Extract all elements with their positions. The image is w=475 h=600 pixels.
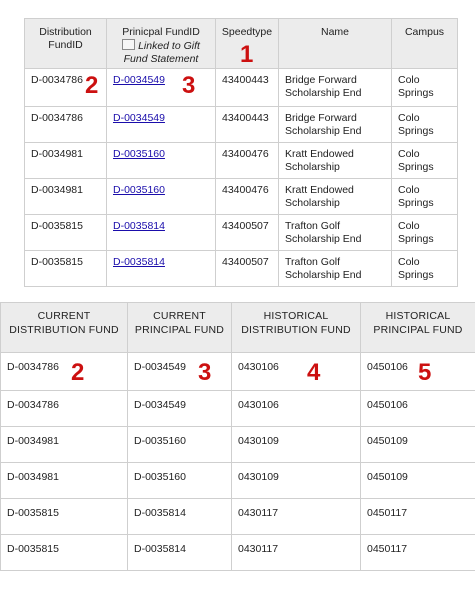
header-historical-principal-fund: HISTORICAL PRINCIPAL FUND <box>361 303 475 353</box>
historical-principal-cell: 0450109 <box>361 463 475 499</box>
table-row <box>1 391 475 427</box>
principal-note-text: Linked to Gift Fund Statement <box>123 40 200 65</box>
table-row <box>25 215 458 251</box>
header-principal-note <box>111 39 211 66</box>
current-principal-cell: D-0035160 <box>128 427 232 463</box>
callout-number: 3 <box>182 72 196 99</box>
current-principal-cell <box>128 353 232 391</box>
historical-principal-cell: 0450117 <box>361 499 475 535</box>
historical-principal-fund: 0450106 <box>367 361 408 373</box>
current-principal-fund: D-0034549 <box>134 361 186 373</box>
header-historical-distribution-fund: HISTORICAL DISTRIBUTION FUND <box>232 303 361 353</box>
table-row <box>1 427 475 463</box>
historical-principal-cell: 0450117 <box>361 535 475 571</box>
campus-cell: Colo Springs <box>392 179 458 215</box>
distribution-fundid-cell: D-0034981 <box>25 179 107 215</box>
checkbox-icon[interactable] <box>122 39 135 50</box>
current-principal-cell: D-0035160 <box>128 463 232 499</box>
current-distribution-fund: D-0034786 <box>7 361 59 373</box>
table-row <box>25 69 458 107</box>
principal-fundid-cell <box>107 107 216 143</box>
header-name: Name <box>279 19 392 69</box>
table-row <box>1 463 475 499</box>
historical-principal-cell: 0450109 <box>361 427 475 463</box>
table-row <box>1 535 475 571</box>
campus-cell: Colo Springs <box>392 215 458 251</box>
campus-cell: Colo Springs <box>392 69 458 107</box>
speedtype-cell: 43400443 <box>216 69 279 107</box>
table-row <box>1 353 475 391</box>
principal-fundid-link[interactable]: D-0035160 <box>113 148 165 160</box>
campus-cell: Colo Springs <box>392 143 458 179</box>
table-row <box>1 499 475 535</box>
fund-name-cell: Kratt Endowed Scholarship <box>279 143 392 179</box>
speedtype-cell: 43400507 <box>216 251 279 287</box>
principal-fundid-cell <box>107 143 216 179</box>
header-speedtype-label: Speedtype <box>221 26 273 38</box>
table-row <box>25 107 458 143</box>
table-row <box>25 179 458 215</box>
historical-distribution-fund: 0430106 <box>238 361 279 373</box>
principal-fundid-link[interactable]: D-0035814 <box>113 220 165 232</box>
distribution-fundid: D-0034786 <box>31 74 83 86</box>
principal-fundid-cell <box>107 215 216 251</box>
header-distribution-fundid: Distribution FundID <box>25 19 107 69</box>
campus-cell: Colo Springs <box>392 107 458 143</box>
current-distribution-cell: D-0035815 <box>1 499 128 535</box>
callout-number: 2 <box>85 72 99 99</box>
table-row <box>25 251 458 287</box>
current-distribution-cell: D-0035815 <box>1 535 128 571</box>
fund-name-cell: Bridge Forward Scholarship End <box>279 69 392 107</box>
speedtype-cell: 43400476 <box>216 179 279 215</box>
campus-cell: Colo Springs <box>392 251 458 287</box>
callout-number: 3 <box>198 359 212 386</box>
callout-number: 5 <box>418 359 432 386</box>
header-campus: Campus <box>392 19 458 69</box>
fund-name-cell: Trafton Golf Scholarship End <box>279 251 392 287</box>
speedtype-cell: 43400476 <box>216 143 279 179</box>
fund-lookup-table <box>24 18 458 287</box>
header-current-principal-fund: CURRENT PRINCIPAL FUND <box>128 303 232 353</box>
current-principal-cell: D-0034549 <box>128 391 232 427</box>
current-principal-cell: D-0035814 <box>128 535 232 571</box>
current-distribution-cell: D-0034981 <box>1 427 128 463</box>
historical-distribution-cell <box>232 353 361 391</box>
table-header-row <box>1 303 475 353</box>
historical-distribution-cell: 0430106 <box>232 391 361 427</box>
speedtype-cell: 43400507 <box>216 215 279 251</box>
speedtype-cell: 43400443 <box>216 107 279 143</box>
callout-number: 2 <box>71 359 85 386</box>
header-speedtype <box>216 19 279 69</box>
principal-fundid-link[interactable]: D-0034549 <box>113 74 165 86</box>
distribution-fundid-cell: D-0035815 <box>25 251 107 287</box>
header-principal-fundid-label: Prinicpal FundID <box>122 26 200 38</box>
fund-name-cell: Bridge Forward Scholarship End <box>279 107 392 143</box>
current-distribution-cell <box>1 353 128 391</box>
header-current-distribution-fund: CURRENT DISTRIBUTION FUND <box>1 303 128 353</box>
table-row <box>25 143 458 179</box>
principal-fundid-cell <box>107 251 216 287</box>
current-principal-cell: D-0035814 <box>128 499 232 535</box>
historical-principal-cell <box>361 353 475 391</box>
principal-fundid-cell <box>107 179 216 215</box>
principal-fundid-link[interactable]: D-0035160 <box>113 184 165 196</box>
current-distribution-cell: D-0034981 <box>1 463 128 499</box>
principal-fundid-cell <box>107 69 216 107</box>
distribution-fundid-cell: D-0034786 <box>25 107 107 143</box>
historical-distribution-cell: 0430117 <box>232 535 361 571</box>
historical-distribution-cell: 0430109 <box>232 463 361 499</box>
distribution-fundid-cell: D-0034981 <box>25 143 107 179</box>
fund-history-table <box>0 302 475 571</box>
header-principal-fundid <box>107 19 216 69</box>
historical-distribution-cell: 0430109 <box>232 427 361 463</box>
current-distribution-cell: D-0034786 <box>1 391 128 427</box>
principal-fundid-link[interactable]: D-0035814 <box>113 256 165 268</box>
distribution-fundid-cell: D-0035815 <box>25 215 107 251</box>
fund-name-cell: Kratt Endowed Scholarship <box>279 179 392 215</box>
historical-distribution-cell: 0430117 <box>232 499 361 535</box>
historical-principal-cell: 0450106 <box>361 391 475 427</box>
table-header-row <box>25 19 458 69</box>
callout-number: 1 <box>240 41 254 68</box>
distribution-fundid-cell <box>25 69 107 107</box>
callout-number: 4 <box>307 359 321 386</box>
fund-name-cell: Trafton Golf Scholarship End <box>279 215 392 251</box>
principal-fundid-link[interactable]: D-0034549 <box>113 112 165 124</box>
